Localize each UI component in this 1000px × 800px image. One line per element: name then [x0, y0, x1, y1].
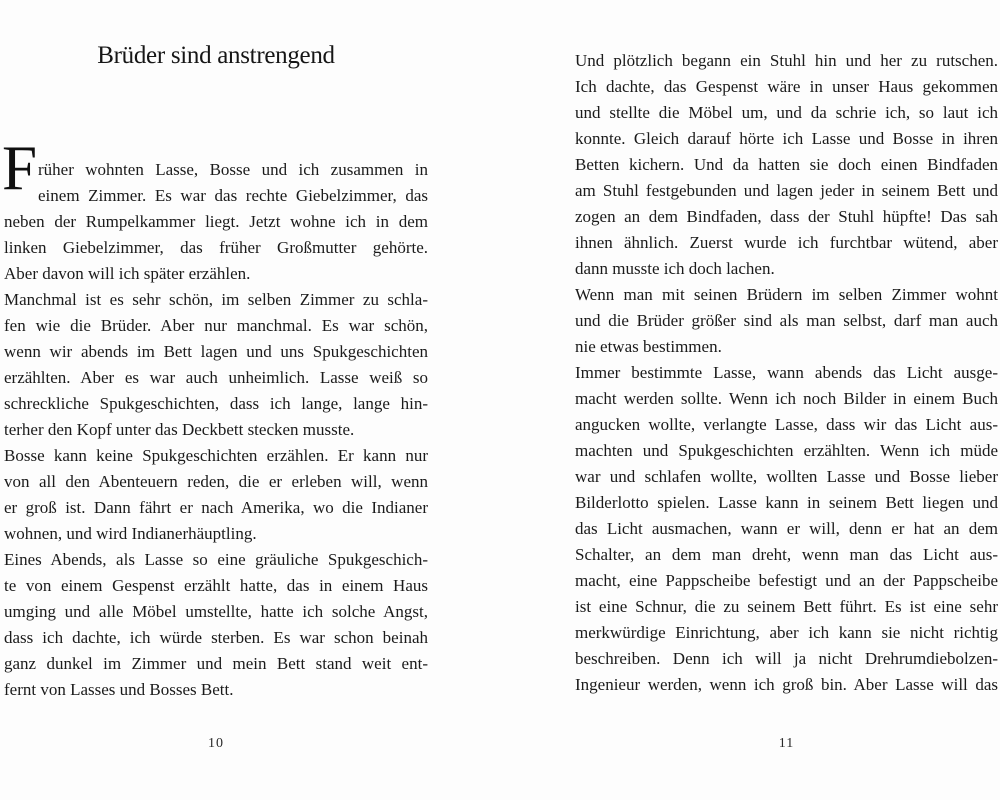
- text-line: Eines Abends, als Lasse so eine gräuliche Spukgeschich-: [4, 550, 428, 569]
- right-page-number: 11: [778, 736, 795, 751]
- text-line: und die Brüder größer sind als man selbst, darf man auch: [575, 311, 998, 330]
- text-line: rüher wohnten Lasse, Bosse und ich zusammen in: [38, 160, 428, 179]
- chapter-title: Brüder sind anstrengend: [97, 42, 335, 69]
- text-line: fen wie die Brüder. Aber nur manchmal. Es war schön,: [4, 316, 428, 335]
- text-line: Bilderlotto spielen. Lasse kann in seinem Bett liegen und: [575, 493, 998, 512]
- text-line: linken Giebelzimmer, das früher Großmutter gehörte.: [4, 238, 428, 257]
- text-line: am Stuhl festgebunden und lagen jeder in seinem Bett und: [575, 181, 998, 200]
- left-page-text: [4, 157, 428, 703]
- text-line: wohnen, und wird Indianerhäuptling.: [4, 524, 257, 543]
- text-line: Betten kichern. Und da hatten sie doch einen Bindfaden: [575, 155, 998, 174]
- text-line: Wenn man mit seinen Brüdern im selben Zimmer wohnt: [575, 285, 998, 304]
- right-page-text: [575, 48, 998, 698]
- text-line: angucken wollte, verlangte Lasse, dass wir das Licht aus-: [575, 415, 998, 434]
- text-line: umging und alle Möbel umstellte, hatte ich solche Angst,: [4, 602, 428, 621]
- text-line: Immer bestimmte Lasse, wann abends das Licht ausge-: [575, 363, 998, 382]
- text-line: das Licht ausmachen, wann er will, denn er hat an dem: [575, 519, 998, 538]
- text-line: war und schlafen wollte, wollten Lasse und Bosse lieber: [575, 467, 998, 486]
- text-line: macht, eine Pappscheibe befestigt und an der Pappscheibe: [575, 571, 998, 590]
- text-line: Und plötzlich begann ein Stuhl hin und her zu rutschen.: [575, 51, 998, 70]
- text-line: dann musste ich doch lachen.: [575, 259, 775, 278]
- text-line: wenn wir abends im Bett lagen und uns Spukgeschichten: [4, 342, 428, 361]
- text-line: Bosse kann keine Spukgeschichten erzählen. Er kann nur: [4, 446, 428, 465]
- text-line: einem Zimmer. Es war das rechte Giebelzimmer, das: [38, 186, 428, 205]
- text-line: Ingenieur werden, wenn ich groß bin. Aber Lasse will das: [575, 675, 998, 694]
- text-line: merkwürdige Einrichtung, aber ich kann sie nicht richtig: [575, 623, 998, 642]
- left-page-number: 10: [208, 736, 224, 751]
- text-line: erzählten. Aber es war auch unheimlich. Lasse weiß so: [4, 368, 428, 387]
- text-line: machten und Spukgeschichten erzählten. Wenn ich müde: [575, 441, 998, 460]
- text-line: nie etwas bestimmen.: [575, 337, 722, 356]
- text-line: te von einem Gespenst erzählt hatte, das in einem Haus: [4, 576, 428, 595]
- text-line: Schalter, an dem man dreht, wenn man das Licht aus-: [575, 545, 998, 564]
- text-line: und stellte die Möbel um, und da schrie ich, so laut ich: [575, 103, 998, 122]
- text-line: ihnen ähnlich. Zuerst wurde ich furchtbar wütend, aber: [575, 233, 998, 252]
- text-line: Ich dachte, das Gespenst wäre in unser Haus gekommen: [575, 77, 998, 96]
- text-line: ist eine Schnur, die zu seinem Bett führt. Es ist eine sehr: [575, 597, 998, 616]
- text-line: Aber davon will ich später erzählen.: [4, 264, 251, 283]
- drop-cap: F: [2, 133, 38, 203]
- text-line: schreckliche Spukgeschichten, dass ich lange, lange hin-: [4, 394, 428, 413]
- text-line: macht werden sollte. Wenn ich noch Bilder in einem Buch: [575, 389, 998, 408]
- text-line: von all den Abenteuern reden, die er erleben will, wenn: [4, 472, 428, 491]
- text-line: beschreiben. Denn ich will ja nicht Drehrumdiebolzen-: [575, 649, 998, 668]
- text-line: neben der Rumpelkammer liegt. Jetzt wohne ich in dem: [4, 212, 428, 231]
- text-line: konnte. Gleich darauf hörte ich Lasse und Bosse in ihren: [575, 129, 998, 148]
- text-line: Manchmal ist es sehr schön, im selben Zimmer zu schla-: [4, 290, 428, 309]
- text-line: terher den Kopf unter das Deckbett stecken musste.: [4, 420, 355, 439]
- text-line: er groß ist. Dann fährt er nach Amerika, wo die Indianer: [4, 498, 428, 517]
- text-line: zogen an dem Bindfaden, dass der Stuhl hüpfte! Das sah: [575, 207, 998, 226]
- text-line: ganz dunkel im Zimmer und mein Bett stand weit ent-: [4, 654, 428, 673]
- text-line: dass ich dachte, ich würde sterben. Es war schon beinah: [4, 628, 428, 647]
- text-line: fernt von Lasses und Bosses Bett.: [4, 680, 234, 699]
